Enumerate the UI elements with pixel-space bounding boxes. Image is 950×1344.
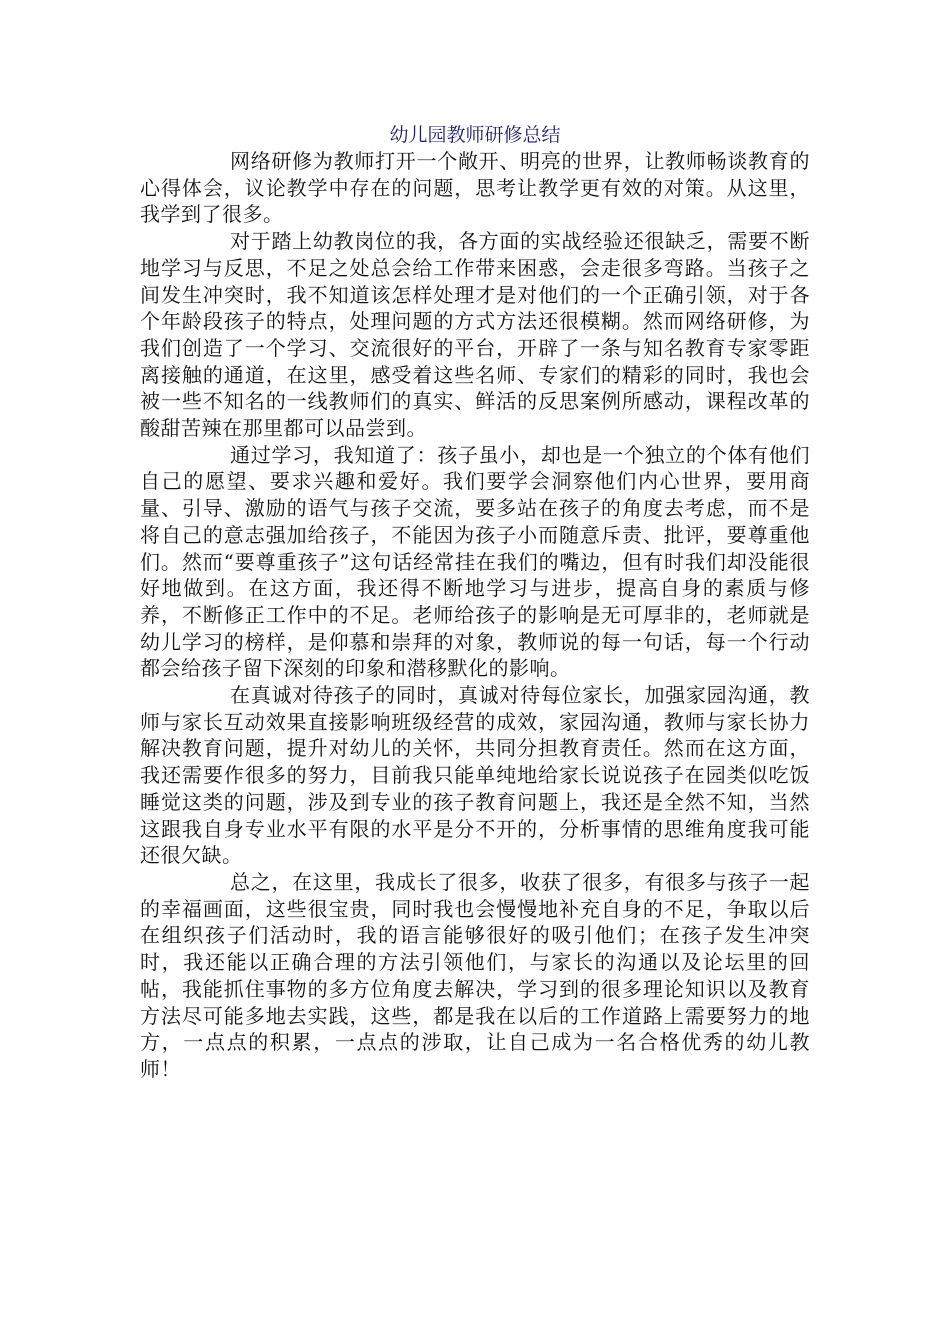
paragraph: 网络研修为教师打开一个敞开、明亮的世界，让教师畅谈教育的心得体会，议论教学中存在的问题，思考让教学更有效的对策。从这里，我学到了很多。 — [140, 149, 810, 227]
paragraph: 在真诚对待孩子的同时，真诚对待每位家长，加强家园沟通，教师与家长互动效果直接影响班级经营的成效，家园沟通，教师与家长协力解决教育问题，提升对幼儿的关怀，共同分担教育责任。然而在这方面，我还需要作很多的努力，目前我只能单纯地给家长说说孩子在园类似吃饭睡觉这类的问题，涉及到专业的孩子教育问题上，我还是全然不知，当然这跟我自身专业水平有限的水平是分不开的，分析事情的思维角度我可能还很欠缺。 — [140, 683, 810, 868]
document-body — [140, 148, 810, 1083]
paragraph: 总之，在这里，我成长了很多，收获了很多，有很多与孩子一起的幸福画面，这些很宝贵，同时我也会慢慢地补充自身的不足，争取以后在组织孩子们活动时，我的语言能够很好的吸引他们；在孩子发生冲突时，我还能以正确合理的方法引领他们，与家长的沟通以及论坛里的回帖，我能抓住事物的多方位角度去解决，学习到的很多理论知识以及教育方法尽可能多地去实践，这些，都是我在以后的工作道路上需要努力的地方，一点点的积累，一点点的涉取，让自己成为一名合格优秀的幼儿教师！ — [140, 869, 810, 1081]
paragraph: 通过学习，我知道了：孩子虽小，却也是一个独立的个体有他们自己的愿望、要求兴趣和爱好。我们要学会洞察他们内心世界，要用商量、引导、激励的语气与孩子交流，要多站在孩子的角度去考虑，而不是将自己的意志强加给孩子，不能因为孩子小而随意斥责、批评，要尊重他们。然而“要尊重孩子”这句话经常挂在我们的嘴边，但有时我们却没能很好地做到。在这方面，我还得不断地学习与进步，提高自身的素质与修养，不断修正工作中的不足。老师给孩子的影响是无可厚非的，老师就是幼儿学习的榜样，是仰慕和崇拜的对象，教师说的每一句话，每一个行动都会给孩子留下深刻的印象和潜移默化的影响。 — [140, 442, 810, 681]
paragraph: 对于踏上幼教岗位的我，各方面的实战经验还很缺乏，需要不断地学习与反思，不足之处总会给工作带来困惑，会走很多弯路。当孩子之间发生冲突时，我不知道该怎样处理才是对他们的一个正确引领，对于各个年龄段孩子的特点，处理问题的方式方法还很模糊。然而网络研修，为我们创造了一个学习、交流很好的平台，开辟了一条与知名教育专家零距离接触的通道，在这里，感受着这些名师、专家们的精彩的同时，我也会被一些不知名的一线教师们的真实、鲜活的反思案例所感动，课程改革的酸甜苦辣在那里都可以品尝到。 — [140, 229, 810, 441]
document-title: 幼儿园教师研修总结 — [389, 124, 561, 146]
